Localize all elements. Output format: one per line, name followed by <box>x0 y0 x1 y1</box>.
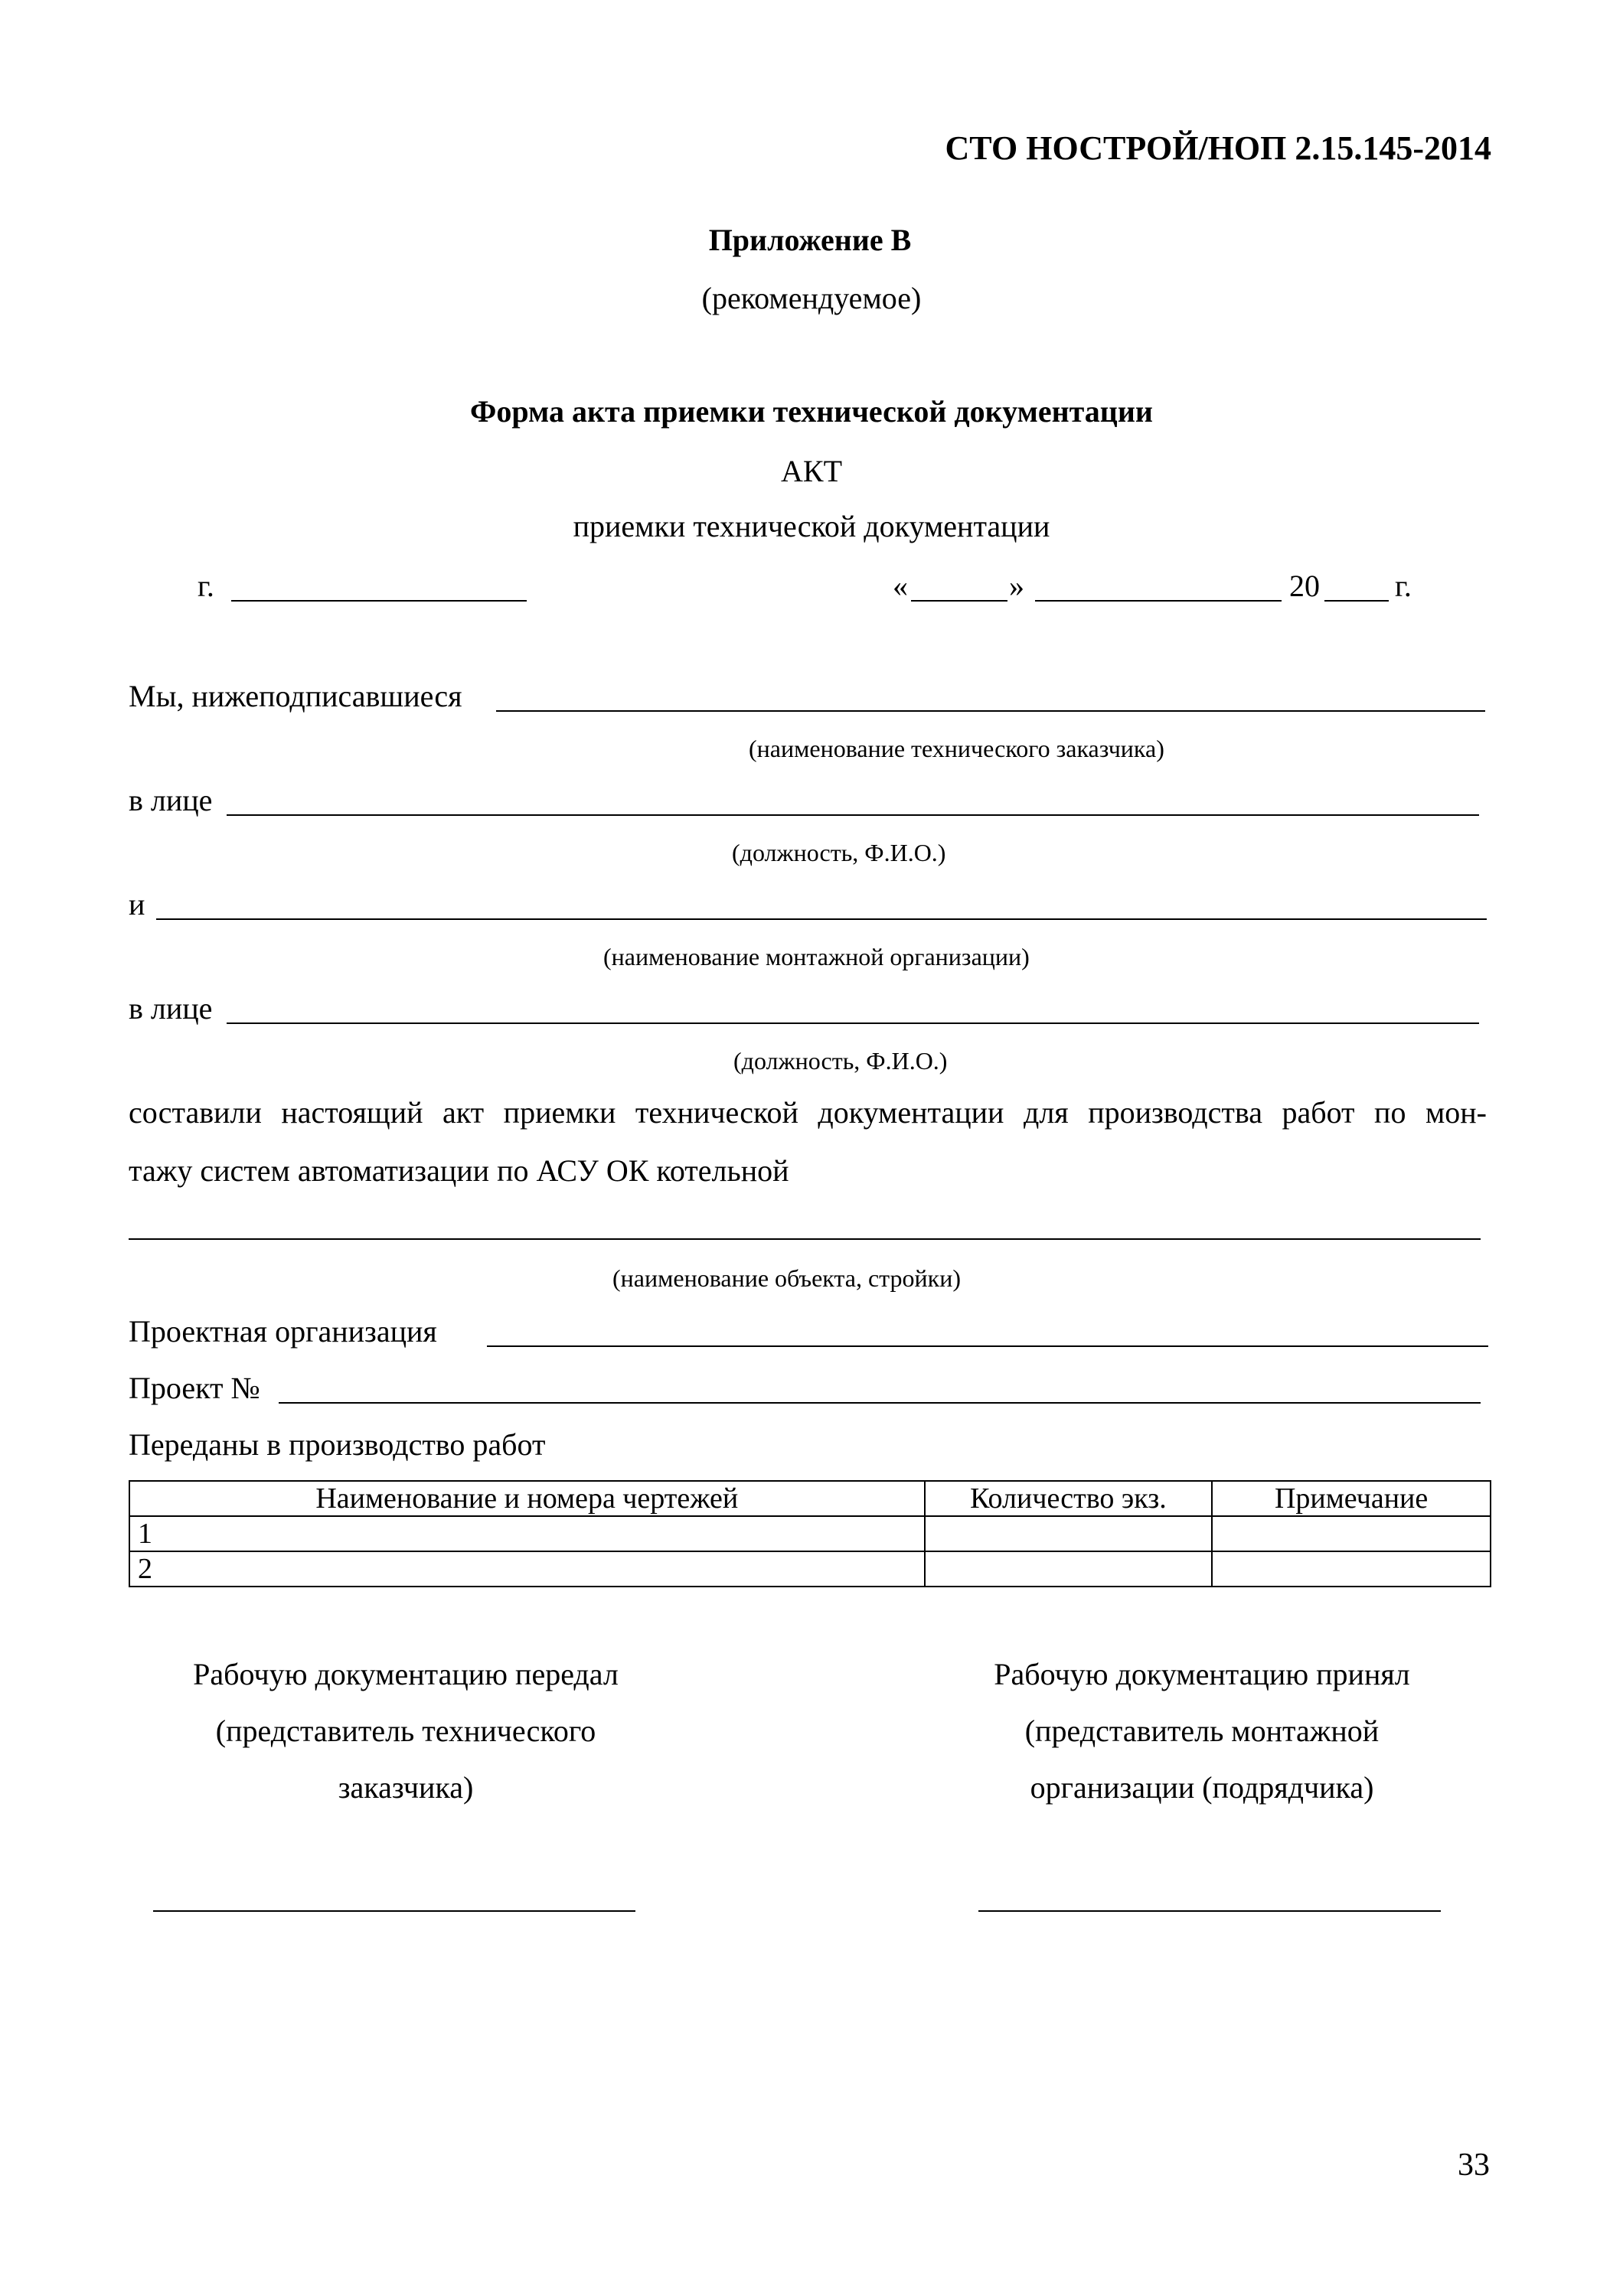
table-header-note: Примечание <box>1212 1481 1491 1516</box>
table-header-drawings: Наименование и номера чертежей <box>129 1481 925 1516</box>
object-field-line[interactable] <box>129 1238 1481 1240</box>
table-cell[interactable] <box>1212 1551 1491 1587</box>
year-prefix: 20 <box>1289 569 1320 603</box>
design-org-label: Проектная организация <box>129 1314 437 1349</box>
and-label: и <box>129 887 145 921</box>
customer-field-line[interactable] <box>496 710 1485 712</box>
quote-open: « <box>893 569 908 603</box>
act-title: АКТ <box>781 454 842 488</box>
sign-right-line-3: организации (подрядчика) <box>1030 1770 1374 1805</box>
represented-by-label-1: в лице <box>129 783 213 817</box>
appendix-subtitle: (рекомендуемое) <box>701 281 922 315</box>
represented-by-label-2: в лице <box>129 991 213 1026</box>
table-cell[interactable] <box>925 1551 1213 1587</box>
sign-left-line-1: Рабочую документацию передал <box>193 1657 619 1691</box>
city-prefix: г. <box>198 569 214 603</box>
project-no-label: Проект № <box>129 1371 260 1405</box>
month-field-line[interactable] <box>1035 600 1282 602</box>
table-header-row <box>129 1481 1491 1516</box>
sign-left-signature-line[interactable] <box>153 1910 635 1912</box>
table-row <box>129 1516 1491 1551</box>
table-cell[interactable]: 2 <box>129 1551 925 1587</box>
city-field-line[interactable] <box>231 600 527 602</box>
customer-rep-field-line[interactable] <box>227 814 1479 816</box>
transferred-label: Переданы в производство работ <box>129 1427 546 1462</box>
year-suffix: г. <box>1395 569 1412 603</box>
sign-right-line-1: Рабочую документацию принял <box>994 1657 1410 1691</box>
drawings-table <box>129 1480 1491 1587</box>
sign-left-line-2: (представитель технического <box>215 1714 596 1748</box>
sign-right-line-2: (представитель монтажной <box>1024 1714 1380 1748</box>
we-undersigned-label: Мы, нижеподписавшиеся <box>129 679 462 713</box>
table-cell[interactable] <box>925 1516 1213 1551</box>
object-hint: (наименование объекта, стройки) <box>612 1264 961 1292</box>
sign-right-signature-line[interactable] <box>978 1910 1441 1912</box>
table-cell[interactable] <box>1212 1516 1491 1551</box>
appendix-title <box>0 225 1623 256</box>
installer-field-line[interactable] <box>156 918 1487 920</box>
customer-hint: (наименование технического заказчика) <box>749 735 1164 762</box>
body-text-line-2: тажу систем автоматизации по АСУ ОК котельной <box>129 1153 789 1188</box>
table-header-quantity: Количество экз. <box>925 1481 1213 1516</box>
installer-rep-hint: (должность, Ф.И.О.) <box>733 1047 948 1075</box>
quote-close: » <box>1009 569 1024 603</box>
table-cell[interactable]: 1 <box>129 1516 925 1551</box>
installer-hint: (наименование монтажной организации) <box>603 943 1030 970</box>
project-no-field-line[interactable] <box>279 1402 1481 1404</box>
table-row <box>129 1551 1491 1587</box>
installer-rep-field-line[interactable] <box>227 1022 1479 1024</box>
sign-left-line-3: заказчика) <box>338 1770 474 1805</box>
customer-rep-hint: (должность, Ф.И.О.) <box>732 839 946 866</box>
page-number: 33 <box>1458 2148 1490 2183</box>
act-subtitle: приемки технической документации <box>573 509 1050 543</box>
year-field-line[interactable] <box>1324 600 1389 602</box>
day-field-line[interactable] <box>911 600 1007 602</box>
appendix-title-text: Приложение В <box>708 223 912 257</box>
form-title: Форма акта приемки технической документации <box>470 394 1153 429</box>
standard-code: СТО НОСТРОЙ/НОП 2.15.145-2014 <box>945 129 1491 167</box>
body-text-line-1: составили настоящий акт приемки технической документации для производства работ по мон- <box>129 1095 1487 1130</box>
design-org-field-line[interactable] <box>487 1345 1488 1347</box>
